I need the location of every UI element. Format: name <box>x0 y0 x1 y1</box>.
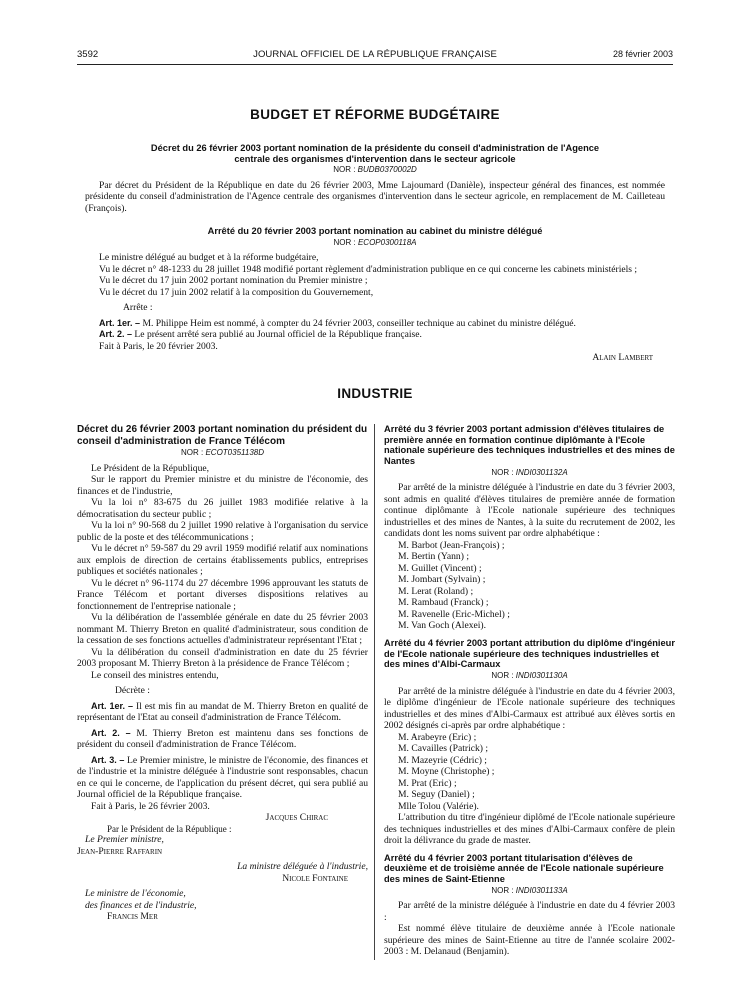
decret-title: Décret du 26 février 2003 portant nomination du président du conseil d'administration de France Télécom <box>77 424 368 447</box>
decret-france-telecom <box>77 424 368 923</box>
article-1: Art. 1er. – Il est mis fin au mandat de M. Thierry Breton en qualité de représentant de l'Etat au conseil d'administration de France Télécom. <box>77 700 368 724</box>
article-3: Art. 3. – Le Premier ministre, le ministre de l'économie, des finances et de l'industrie et la ministre déléguée à l'industrie sont responsables, chacun en ce qui le concerne, de l'application du présent décret, qui sera publié au Journal officiel de la République française. <box>77 754 368 801</box>
arrete-para: Vu le décret du 17 juin 2002 portant nomination du Premier ministre ; <box>99 275 368 287</box>
list-item: M. Bertin (Yann) ; <box>398 551 469 563</box>
arrete-title: Arrêté du 3 février 2003 portant admission d'élèves titulaires de première année en formation continue diplômante à l'Ecole nationale supérieure des techniques industrielles et des mines de Nantes <box>384 424 675 467</box>
page-number: 3592 <box>77 49 99 60</box>
name-list <box>384 540 675 632</box>
list-item: M. Seguy (Daniel) ; <box>398 789 475 800</box>
fait-a-paris: Fait à Paris, le 26 février 2003. <box>91 800 210 812</box>
list-item: M. Ravenelle (Eric-Michel) ; <box>398 608 510 620</box>
signature-premier-ministre: Jean-Pierre Raffarin <box>77 845 163 857</box>
visa: Vu le décret n° 96-1174 du 27 décembre 1996 approuvant les statuts de France Télécom et portant diverses dispositions relatives au fonctionnement de l'entreprise nationale ; <box>77 577 368 612</box>
signature-president: Jacques Chirac <box>265 812 328 824</box>
arrete-verb: Arrête : <box>123 302 153 314</box>
arrete-body: Est nommé élève titulaire de deuxième année à l'Ecole nationale supérieure des mines de Saint-Etienne au titre de l'année scolaire 2002-2003 : M. Delanaud (Benjamin). <box>384 923 675 958</box>
list-item: M. Prat (Eric) ; <box>398 777 457 789</box>
header-rule <box>77 64 673 65</box>
arrete-body: Par arrêté de la ministre déléguée à l'industrie en date du 4 février 2003, le diplôme d'ingénieur de l'Ecole nationale supérieure des techniques industrielles et des mines d'Albi-Carmaux est attribué aux élèves sortis en 2002 désignés ci-après par ordre alphabétique : <box>384 685 675 731</box>
arrete-para: Le ministre délégué au budget et à la réforme budgétaire, <box>99 252 319 264</box>
issue-date: 28 février 2003 <box>612 49 673 59</box>
visa: Vu le décret n° 59-587 du 29 avril 1959 modifié relatif aux nominations aux emplois de direction de certains établissements publics, entreprises publiques et sociétés nationales ; <box>77 543 368 578</box>
list-item: M. Guillet (Vincent) ; <box>398 562 482 574</box>
decret-acofa <box>85 143 665 214</box>
visa: Le conseil des ministres entendu, <box>91 669 219 681</box>
visa: Vu la délibération de l'assemblée générale en date du 25 février 2003 nommant M. Thierry Breton en qualité d'administrateur, sous condition de la cessation de ses fonctions actuelles d'administrateur représentant l'Etat ; <box>77 612 368 647</box>
signature: Alain Lambert <box>592 352 653 364</box>
nor-line: NOR : INDI0301132A <box>491 467 568 477</box>
arrete-title: Arrêté du 20 février 2003 portant nomination au cabinet du ministre délégué <box>207 226 543 236</box>
column-divider <box>374 424 375 960</box>
decrete-verb: Décrète : <box>115 685 150 697</box>
arrete-footer: L'attribution du titre d'ingénieur diplômé de l'Ecole nationale supérieure des techniques industrielles et des mines d'Albi-Carmaux confère de plein droit la délivrance du grade de master. <box>384 812 675 846</box>
name-list <box>384 732 675 813</box>
nor-line: NOR : BUDB0370002D <box>333 165 417 175</box>
section-title-budget: BUDGET ET RÉFORME BUDGÉTAIRE <box>250 107 500 122</box>
visa: Vu la loi n° 83-675 du 26 juillet 1983 modifiée relative à la démocratisation du secteur public ; <box>77 497 368 520</box>
nor-line: NOR : INDI0301133A <box>491 885 568 895</box>
list-item: M. Arabeyre (Eric) ; <box>398 731 477 743</box>
arrete-albi-carmaux <box>384 638 675 847</box>
signature-ministre-deleguee: Nicole Fontaine <box>282 872 348 884</box>
journal-title: JOURNAL OFFICIEL DE LA RÉPUBLIQUE FRANÇAISE <box>253 49 497 60</box>
list-item: M. Cavailles (Patrick) ; <box>398 743 489 754</box>
ministre-eco-title: des finances et de l'industrie, <box>85 899 197 911</box>
list-item: M. Jombart (Sylvain) ; <box>398 574 486 586</box>
article-1: Art. 1er. – M. Philippe Heim est nommé, à compter du 24 février 2003, conseiller technique au cabinet du ministre délégué. <box>99 317 576 329</box>
ministre-eco-title: Le ministre de l'économie, <box>85 888 186 900</box>
par-le-president: Par le Président de la République : <box>107 823 232 834</box>
arrete-cabinet <box>85 226 665 364</box>
nor-line: NOR : ECOT0351138D <box>180 448 265 457</box>
arrete-body: Par arrêté de la ministre déléguée à l'industrie en date du 3 février 2003, sont admis en qualité d'élèves titulaires de première année de formation continue diplômante à l'Ecole nationale supérieure des techniques industrielles et des mines de Nantes, à la suite du recrutement de 2002, les candidats dont les noms suivent par ordre alphabétique : <box>384 482 675 540</box>
section-title-industrie: INDUSTRIE <box>337 386 413 401</box>
right-column <box>384 424 675 958</box>
list-item: Mlle Tolou (Valérie). <box>398 800 479 812</box>
visa: Sur le rapport du Premier ministre et du ministre de l'économie, des finances et de l'industrie, <box>77 474 368 497</box>
list-item: M. Rambaud (Franck) ; <box>398 597 489 609</box>
arrete-body: Par arrêté de la ministre déléguée à l'industrie en date du 4 février 2003 : <box>384 900 675 923</box>
nor-line: NOR : INDI0301130A <box>491 670 568 680</box>
premier-ministre-title: Le Premier ministre, <box>85 834 164 846</box>
signature-ministre-eco: Francis Mer <box>107 911 158 923</box>
arrete-title: Arrêté du 4 février 2003 portant attribution du diplôme d'ingénieur de l'Ecole nationale supérieure des techniques industrielles et des mines d'Albi-Carmaux <box>384 637 675 670</box>
list-item: M. Moyne (Christophe) ; <box>398 766 495 777</box>
page-header <box>77 49 673 63</box>
arrete-nantes <box>384 424 675 632</box>
list-item: M. Lerat (Roland) ; <box>398 585 474 597</box>
visa: Vu la loi n° 90-568 du 2 juillet 1990 relative à l'organisation du service public de la poste et des télécommunications ; <box>77 520 368 543</box>
fait-a-paris: Fait à Paris, le 20 février 2003. <box>99 340 218 352</box>
decret-title: Décret du 26 février 2003 portant nomination de la présidente du conseil d'administration de l'Agence centrale des organismes d'intervention dans le secteur agricole <box>150 143 600 164</box>
list-item: M. Mazeyrie (Cédric) ; <box>398 754 487 766</box>
arrete-para: Vu le décret n° 48-1233 du 28 juillet 1948 modifié portant règlement d'administration publique en ce qui concerne les cabinets ministériels ; <box>99 263 638 275</box>
article-2: Art. 2. – Le présent arrêté sera publié au Journal officiel de la République française. <box>99 329 422 341</box>
decret-body: Par décret du Président de la République en date du 26 février 2003, Mme Lajoumard (Danièle), inspecteur général des finances, est nommée présidente du conseil d'administration de l'Agence centrale des organismes d'intervention dans le secteur agricole, en remplacement de M. Cailleteau (François). <box>85 179 665 214</box>
arrete-para: Vu le décret du 17 juin 2002 relatif à la composition du Gouvernement, <box>99 286 374 298</box>
visa: Vu la délibération du conseil d'administration en date du 25 février 2003 proposant M. Thierry Breton à la présidence de France Télécom ; <box>77 646 368 670</box>
list-item: M. Van Goch (Alexei). <box>398 620 487 632</box>
visa: Le Président de la République, <box>91 462 210 474</box>
list-item: M. Barbot (Jean-François) ; <box>398 539 505 551</box>
ministre-deleguee-title: La ministre déléguée à l'industrie, <box>237 861 368 873</box>
arrete-title: Arrêté du 4 février 2003 portant titularisation d'élèves de deuxième et de troisième année de l'Ecole nationale supérieure des mines de Saint-Etienne <box>384 852 664 884</box>
arrete-saint-etienne <box>384 853 675 958</box>
article-2: Art. 2. – M. Thierry Breton est maintenu dans ses fonctions de président du conseil d'administration de France Télécom. <box>77 727 368 751</box>
nor-line: NOR : ECOP0300118A <box>333 237 417 247</box>
